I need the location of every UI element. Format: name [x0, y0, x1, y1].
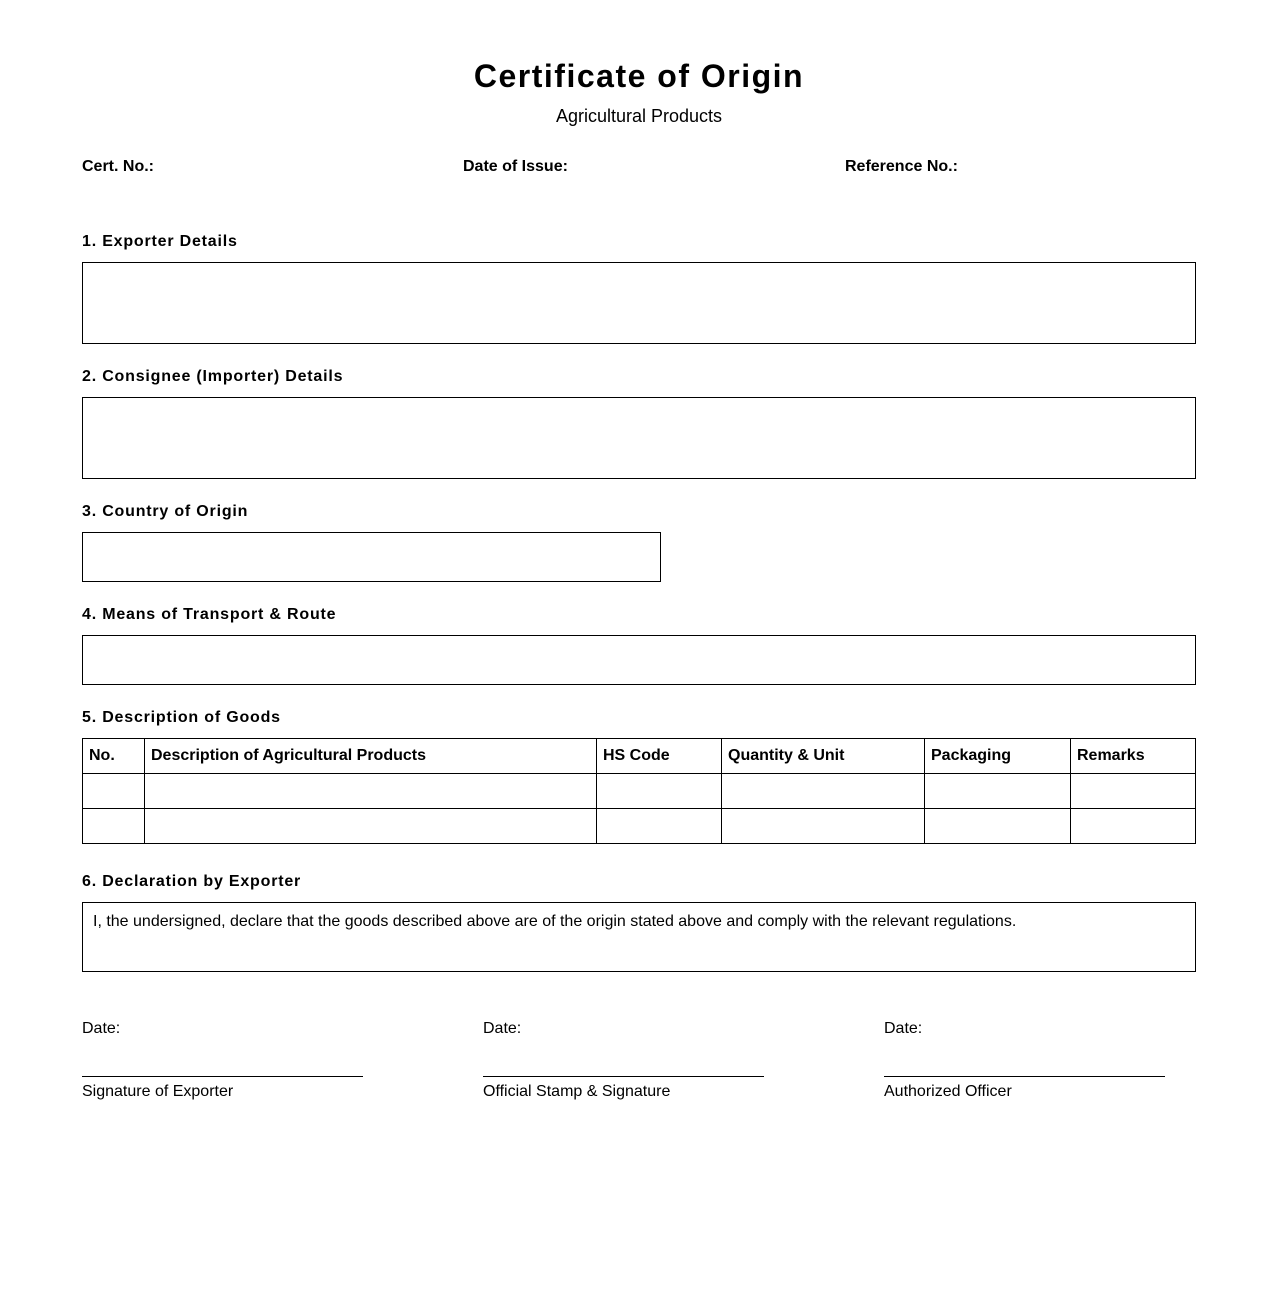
goods-table: [82, 738, 1196, 844]
cell-no[interactable]: [83, 774, 145, 809]
declaration-box: [82, 902, 1196, 972]
cell-packaging[interactable]: [925, 774, 1071, 809]
column-header-remarks: Remarks: [1071, 739, 1196, 774]
table-row: [83, 774, 1196, 809]
transport-route-box[interactable]: [82, 635, 1196, 685]
column-header-description: Description of Agricultural Products: [145, 739, 597, 774]
table-row: [83, 809, 1196, 844]
cell-no[interactable]: [83, 809, 145, 844]
exporter-signature-line[interactable]: [82, 1076, 363, 1077]
country-of-origin-box[interactable]: [82, 532, 661, 582]
country-of-origin-heading: 3. Country of Origin: [82, 503, 249, 520]
authorized-officer-date-label: Date:: [884, 1020, 923, 1037]
cell-description[interactable]: [145, 809, 597, 844]
reference-no-label: Reference No.:: [845, 158, 958, 175]
document-subtitle: Agricultural Products: [555, 106, 723, 126]
cell-hs-code[interactable]: [597, 809, 722, 844]
cell-quantity-unit[interactable]: [722, 774, 925, 809]
goods-description-heading: 5. Description of Goods: [82, 709, 281, 726]
cert-no-label: Cert. No.:: [82, 158, 154, 175]
cell-description[interactable]: [145, 774, 597, 809]
transport-route-heading: 4. Means of Transport & Route: [82, 606, 337, 623]
date-of-issue-label: Date of Issue:: [463, 158, 568, 175]
document-title: Certificate of Origin: [473, 58, 805, 94]
cert-no-field[interactable]: [82, 158, 154, 176]
exporter-details-heading: 1. Exporter Details: [82, 233, 238, 250]
declaration-heading: 6. Declaration by Exporter: [82, 873, 302, 890]
cell-quantity-unit[interactable]: [722, 809, 925, 844]
declaration-text: I, the undersigned, declare that the goods described above are of the origin stated above and comply with the relevant regulations.: [93, 913, 1017, 930]
reference-no-field[interactable]: [845, 158, 958, 176]
official-stamp-caption: Official Stamp & Signature: [483, 1083, 671, 1100]
column-header-no: No.: [83, 739, 145, 774]
goods-table-header-row: [83, 739, 1196, 774]
authorized-officer-signature-line[interactable]: [884, 1076, 1165, 1077]
cell-remarks[interactable]: [1071, 809, 1196, 844]
cell-hs-code[interactable]: [597, 774, 722, 809]
consignee-details-heading: 2. Consignee (Importer) Details: [82, 368, 344, 385]
column-header-hs-code: HS Code: [597, 739, 722, 774]
exporter-signature-caption: Signature of Exporter: [82, 1083, 234, 1100]
date-of-issue-field[interactable]: [463, 158, 568, 176]
exporter-signature-date-label: Date:: [82, 1020, 121, 1037]
cell-remarks[interactable]: [1071, 774, 1196, 809]
column-header-packaging: Packaging: [925, 739, 1071, 774]
column-header-quantity-unit: Quantity & Unit: [722, 739, 925, 774]
official-stamp-date-label: Date:: [483, 1020, 522, 1037]
official-stamp-signature-line[interactable]: [483, 1076, 764, 1077]
cell-packaging[interactable]: [925, 809, 1071, 844]
consignee-details-box[interactable]: [82, 397, 1196, 479]
authorized-officer-caption: Authorized Officer: [884, 1083, 1012, 1100]
certificate-meta-row: [82, 158, 1196, 178]
exporter-details-box[interactable]: [82, 262, 1196, 344]
